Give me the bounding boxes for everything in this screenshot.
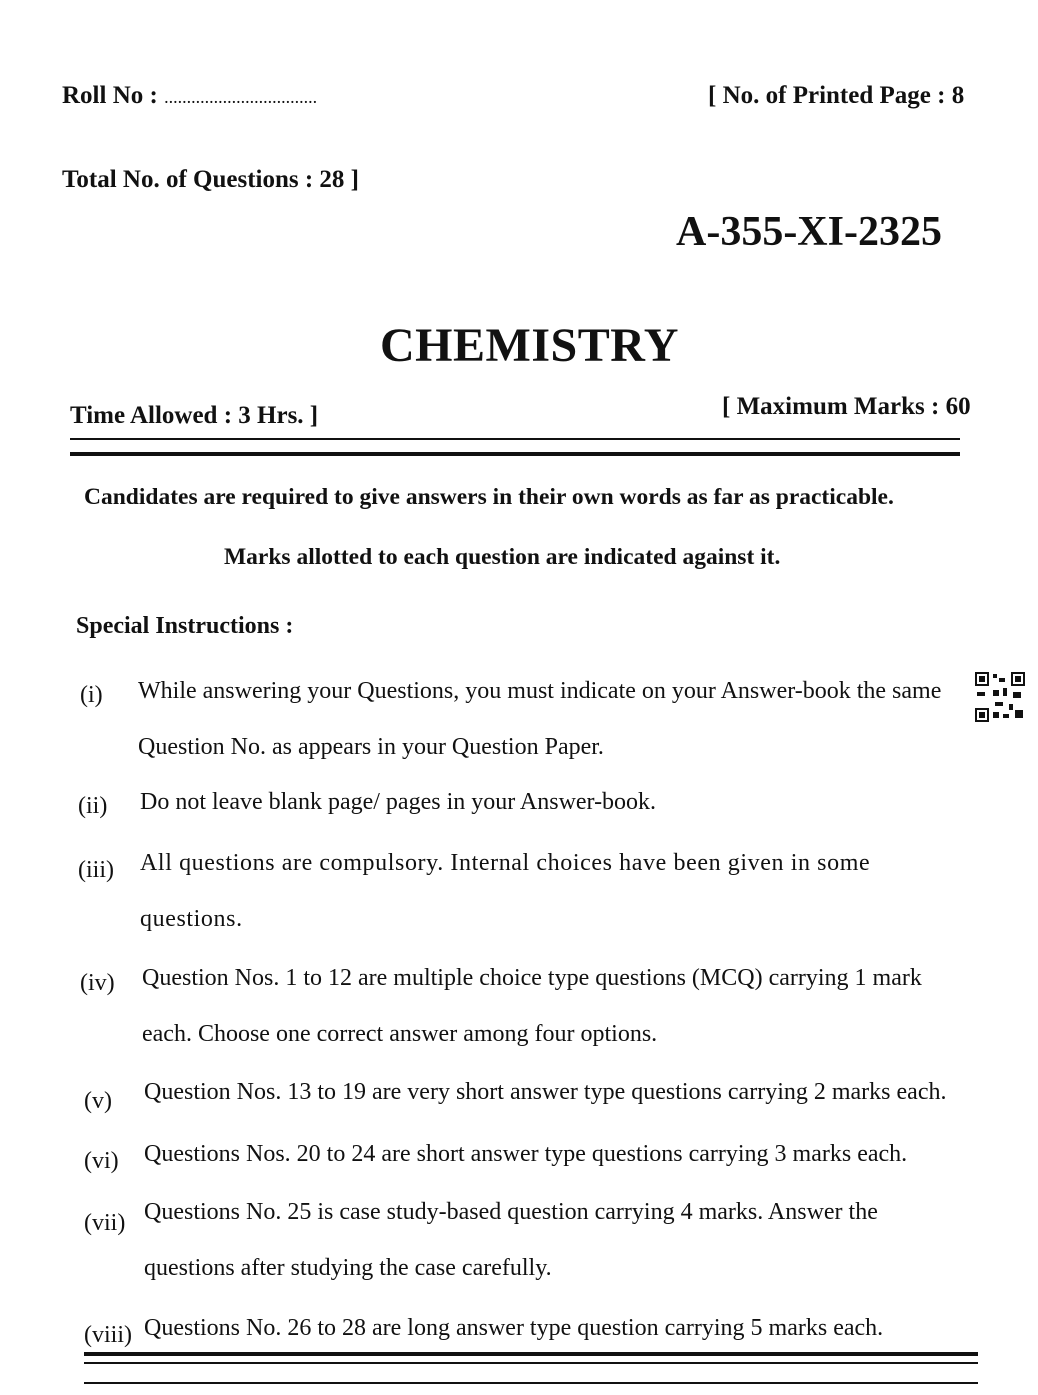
instruction-text-3: All questions are compulsory. Internal choices have been given in some questions. [140, 850, 871, 932]
instruction-text-1: While answering your Questions, you must indicate on your Answer-book the same Question No. as appears in your Question Paper. [138, 678, 942, 760]
instruction-num-1: (i) [80, 682, 103, 708]
instruction-num-7: (vii) [84, 1210, 126, 1236]
roll-no [62, 82, 317, 110]
maximum-marks: [ Maximum Marks : 60 [722, 393, 971, 420]
divider-bottom-thin-2 [84, 1382, 978, 1384]
instruction-text-5: Question Nos. 13 to 19 are very short answer type questions carrying 2 marks each. [144, 1079, 947, 1105]
instruction-num-5: (v) [84, 1088, 112, 1114]
general-instruction-2: Marks allotted to each question are indicated against it. [224, 544, 781, 570]
instruction-num-4: (iv) [80, 970, 115, 996]
instruction-text-4: Question Nos. 1 to 12 are multiple choice type questions (MCQ) carrying 1 mark each. Choose one correct answer among four options. [142, 965, 922, 1047]
instruction-num-2: (ii) [78, 793, 108, 819]
divider-bottom-thin [84, 1362, 978, 1364]
instruction-num-3: (iii) [78, 857, 114, 883]
total-questions: Total No. of Questions : 28 ] [62, 166, 360, 193]
roll-no-label: Roll No : [62, 82, 165, 109]
time-allowed: Time Allowed : 3 Hrs. ] [70, 402, 319, 429]
divider-top-thick [70, 452, 960, 456]
paper-code: A-355-XI-2325 [676, 209, 942, 255]
instruction-text-6: Questions Nos. 20 to 24 are short answer type questions carrying 3 marks each. [144, 1141, 908, 1167]
printed-pages: [ No. of Printed Page : 8 [708, 82, 965, 109]
instruction-text-8: Questions No. 26 to 28 are long answer type question carrying 5 marks each. [144, 1315, 884, 1341]
divider-top-thin [70, 438, 960, 440]
instruction-text-7: Questions No. 25 is case study-based question carrying 4 marks. Answer the questions after studying the case carefully. [144, 1199, 878, 1281]
instruction-num-6: (vi) [84, 1148, 119, 1174]
instruction-num-8: (viii) [84, 1322, 132, 1348]
instruction-text-2: Do not leave blank page/ pages in your Answer-book. [140, 789, 657, 815]
roll-no-blank: .................................. [164, 87, 318, 107]
subject-title: CHEMISTRY [380, 319, 679, 372]
divider-bottom-thick [84, 1352, 978, 1356]
qr-code-icon [975, 672, 1025, 722]
general-instruction-1: Candidates are required to give answers in their own words as far as practicable. [84, 484, 894, 510]
special-instructions-heading: Special Instructions : [76, 613, 294, 639]
